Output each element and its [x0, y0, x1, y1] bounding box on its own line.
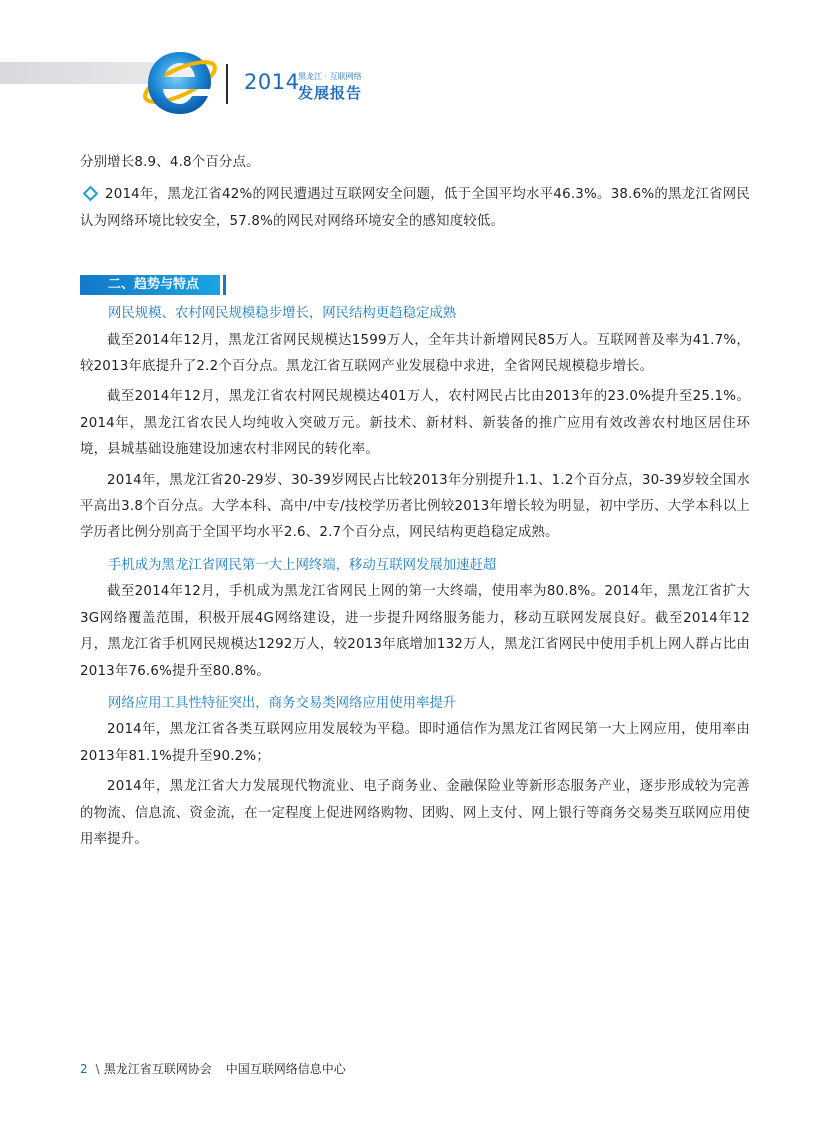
ie-logo-icon: [140, 44, 218, 122]
report-year: 2014: [244, 70, 300, 94]
report-brand: 黑龙江 · 互联网络: [298, 72, 362, 81]
subheading-3: 网络应用工具性特征突出，商务交易类网络应用使用率提升: [108, 695, 457, 711]
paragraph: 2014年，黑龙江省大力发展现代物流业、电子商务业、金融保险业等新形态服务产业，逐步形成较为完善的物流、信息流、资金流，在一定程度上促进网络购物、团购、网上支付、网上银行等商务交易类互联网应用使用率提升。: [80, 779, 750, 847]
intro-line: 分别增长8.9、4.8个百分点。: [80, 155, 260, 170]
header-divider: [226, 64, 228, 104]
footer-association-1: 黑龙江省互联网协会: [103, 1062, 212, 1076]
diamond-bullet-icon: [83, 186, 99, 202]
bullet-text: 2014年，黑龙江省42%的网民遭遇过互联网安全问题，低于全国平均水平46.3%。38.6%的黑龙江省网民认为网络环境比较安全，57.8%的网民对网络环境安全的感知度较低。: [80, 187, 750, 229]
section-heading: [80, 275, 226, 295]
paragraph: 2014年，黑龙江省20-29岁、30-39岁网民占比较2013年分别提升1.1、1.2个百分点，30-39岁较全国水平高出3.8个百分点。大学本科、高中/中专/技校学历者比例较2013年增长较为明显，初中学历、大学本科以上学历者比例分别高于全国平均水平2.6、2.7个百分点，网民结构更趋稳定成熟。: [80, 472, 750, 541]
section-heading-tick: [223, 275, 226, 295]
footer-association-2: 中国互联网络信息中心: [225, 1062, 346, 1076]
bullet-paragraph: [80, 182, 750, 235]
footer-separator: \: [95, 1062, 100, 1076]
report-title: 发展报告: [298, 84, 363, 102]
subheading-2: 手机成为黑龙江省网民第一大上网终端，移动互联网发展加速赶超: [108, 557, 497, 573]
paragraph: 截至2014年12月，黑龙江省网民规模达1599万人，全年共计新增网民85万人。互联网普及率为41.7%，较2013年底提升了2.2个百分点。黑龙江省互联网产业发展稳中求进，全省网民规模稳步增长。: [80, 332, 750, 375]
subheading-1: 网民规模、农村网民规模稳步增长，网民结构更趋稳定成熟: [108, 306, 457, 322]
page-content: [80, 150, 750, 853]
paragraph: 截至2014年12月，手机成为黑龙江省网民上网的第一大终端，使用率为80.8%。2014年，黑龙江省扩大3G网络覆盖范围，积极开展4G网络建设，进一步提升网络服务能力，移动互联网发展良好。截至2014年12月，黑龙江省手机网民规模达1292万人，较2013年底增加132万人，黑龙江省网民中使用手机上网人群占比由2013年76.6%提升至80.8%。: [80, 584, 750, 679]
page-footer: [80, 1060, 346, 1077]
paragraph: 截至2014年12月，黑龙江省农村网民规模达401万人，农村网民占比由2013年的23.0%提升至25.1%。2014年，黑龙江省农民人均纯收入突破万元。新技术、新材料、新装备的推广应用有效改善农村地区居住环境，县城基础设施建设加速农村非网民的转化率。: [80, 389, 750, 458]
paragraph: 2014年，黑龙江省各类互联网应用发展较为平稳。即时通信作为黑龙江省网民第一大上网应用，使用率由2013年81.1%提升至90.2%；: [80, 722, 750, 764]
page-header: [0, 0, 827, 120]
page-number: 2: [80, 1062, 88, 1076]
section-heading-label: 二、趋势与特点: [108, 277, 200, 293]
